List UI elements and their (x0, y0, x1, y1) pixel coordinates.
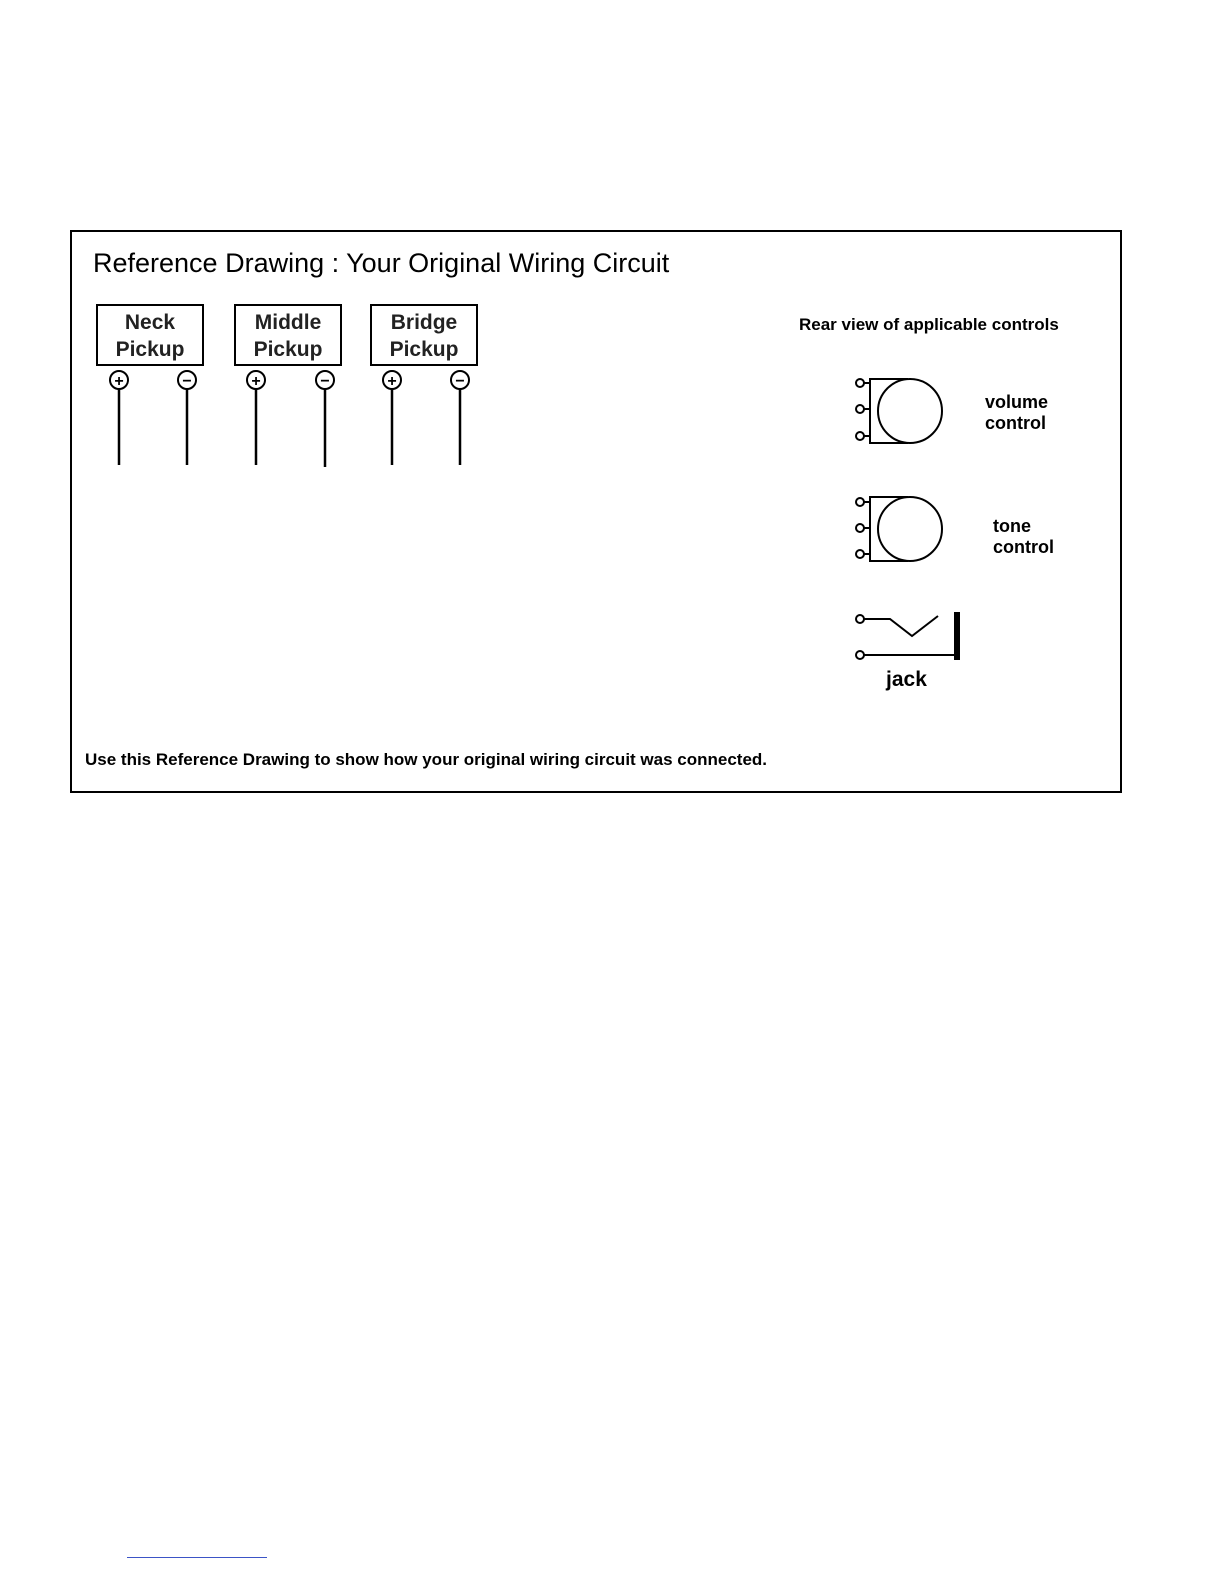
neck-positive-symbol: + (114, 373, 124, 390)
drawing-title: Reference Drawing : Your Original Wiring Circuit (93, 248, 670, 278)
middle-pickup-name: Middle (254, 311, 322, 334)
neck-negative-terminal (178, 371, 196, 465)
jack-label: jack (886, 668, 927, 691)
middle-negative-symbol: − (320, 373, 330, 390)
bridge-pickup-word: Pickup (389, 338, 459, 361)
middle-positive-terminal (247, 371, 265, 465)
bridge-negative-symbol: − (455, 373, 465, 390)
neck-positive-terminal (110, 371, 128, 465)
neck-pickup-word: Pickup (115, 338, 185, 361)
tone-label-line1: tone (993, 516, 1031, 536)
neck-pickup-name: Neck (124, 311, 176, 334)
bridge-positive-symbol: + (387, 373, 397, 390)
jack-icon (856, 612, 960, 660)
tone-control-label (993, 516, 1054, 558)
bridge-negative-terminal (451, 371, 469, 465)
volume-label-line2: control (985, 413, 1046, 433)
instruction-note: Use this Reference Drawing to show how your original wiring circuit was connected. (85, 750, 768, 769)
reference-drawing-frame (70, 230, 1122, 793)
volume-control-label (985, 392, 1048, 434)
neck-negative-symbol: − (182, 373, 192, 390)
volume-pot-icon (856, 379, 942, 443)
bridge-positive-terminal (383, 371, 401, 465)
footer-underline (127, 1557, 267, 1558)
tone-label-line2: control (993, 537, 1054, 557)
bridge-pickup-name: Bridge (390, 311, 458, 334)
volume-label-line1: volume (985, 392, 1049, 412)
middle-negative-terminal (316, 371, 334, 467)
middle-pickup-word: Pickup (253, 338, 323, 361)
tone-pot-icon (856, 497, 942, 561)
middle-positive-symbol: + (251, 373, 261, 390)
rear-view-heading: Rear view of applicable controls (799, 315, 1059, 334)
